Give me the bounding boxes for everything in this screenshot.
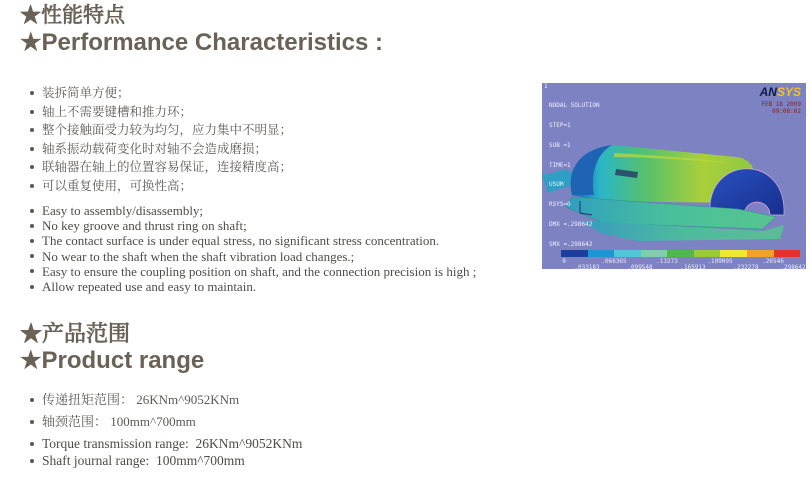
colorbar-segment — [614, 250, 641, 257]
product-title-en: ★Product range — [20, 347, 205, 374]
list-item: 轴上不需要键槽和推力环； — [29, 103, 292, 122]
colorbar-label: .165913 — [680, 264, 706, 269]
colorbar-label: .13273 — [656, 258, 678, 265]
colorbar-segment — [667, 250, 694, 257]
colorbar-label: .033183 — [574, 264, 600, 269]
info-line: STEP=1 — [549, 121, 571, 129]
ansys-datetime — [761, 101, 801, 115]
ansys-logo-dark: AN — [759, 85, 777, 99]
colorbar — [561, 250, 800, 257]
list-item: No key groove and thrust ring on shaft; — [29, 218, 476, 233]
info-line: DMX =.298642 — [549, 220, 593, 228]
colorbar-segment — [747, 250, 774, 257]
colorbar-label: .099548 — [627, 264, 653, 269]
list-item: 轴系振动载荷变化时对轴不会造成磨损； — [29, 140, 292, 159]
ansys-logo — [760, 86, 801, 98]
colorbar-segment — [588, 250, 615, 257]
performance-title-en: ★Performance Characteristics : — [20, 29, 383, 56]
list-item: The contact surface is under equal stress, no significant stress concentration. — [29, 233, 476, 248]
performance-bullets-zh — [29, 84, 292, 195]
info-line: TIME=1 — [549, 161, 571, 169]
list-item: Easy to assembly/disassembly; — [29, 203, 476, 218]
product-title-zh: ★产品范围 — [20, 321, 131, 346]
info-line: RSYS=0 — [549, 201, 571, 209]
list-item: Shaft journal range: 100mm^700mm — [29, 452, 302, 469]
info-line: SMX =.298642 — [549, 240, 593, 248]
colorbar-label: .199095 — [707, 258, 733, 265]
colorbar-label: .298642 — [780, 264, 806, 269]
ansys-simulation-figure — [542, 83, 806, 269]
product-bullets-zh — [29, 389, 239, 433]
list-item: 整个接触面受力较为均匀，应力集中不明显； — [29, 121, 292, 140]
plot-number: 1 — [544, 83, 548, 90]
colorbar-segment — [720, 250, 747, 257]
list-item: 装拆简单方便； — [29, 84, 292, 103]
colorbar-label: .232278 — [733, 264, 759, 269]
product-bullets-en — [29, 435, 302, 469]
list-item: Allow repeated use and easy to maintain. — [29, 279, 476, 294]
ansys-logo-gold: SYS — [776, 85, 801, 99]
list-item: Easy to ensure the coupling position on shaft, and the connection precision is high ; — [29, 264, 476, 279]
colorbar-segment — [774, 250, 801, 257]
time-line: 09:08:02 — [772, 108, 801, 115]
performance-bullets-en — [29, 203, 476, 294]
date-line: FEB 18 2009 — [761, 101, 801, 108]
colorbar-label: 0 — [562, 258, 566, 265]
ansys-info-block — [549, 90, 600, 261]
colorbar-label: .26546 — [762, 258, 784, 265]
list-item: 联轴器在轴上的位置容易保证，连接精度高； — [29, 158, 292, 177]
list-item: Torque transmission range: 26KNm^9052KNm — [29, 435, 302, 452]
list-item: 传递扭矩范围： 26KNm^9052KNm — [29, 389, 239, 411]
colorbar-label: .066365 — [601, 258, 627, 265]
colorbar-segment — [694, 250, 721, 257]
list-item: 可以重复使用，可换性高； — [29, 177, 292, 196]
list-item: No wear to the shaft when the shaft vibration load changes.; — [29, 249, 476, 264]
performance-title-zh: ★性能特点 — [20, 4, 125, 27]
list-item: 轴颈范围： 100mm^700mm — [29, 411, 239, 433]
colorbar-segment — [561, 250, 588, 257]
colorbar-segment — [641, 250, 668, 257]
info-line: NODAL SOLUTION — [549, 102, 600, 110]
info-line: USUM — [549, 181, 564, 189]
info-line: SUB =1 — [549, 141, 571, 149]
